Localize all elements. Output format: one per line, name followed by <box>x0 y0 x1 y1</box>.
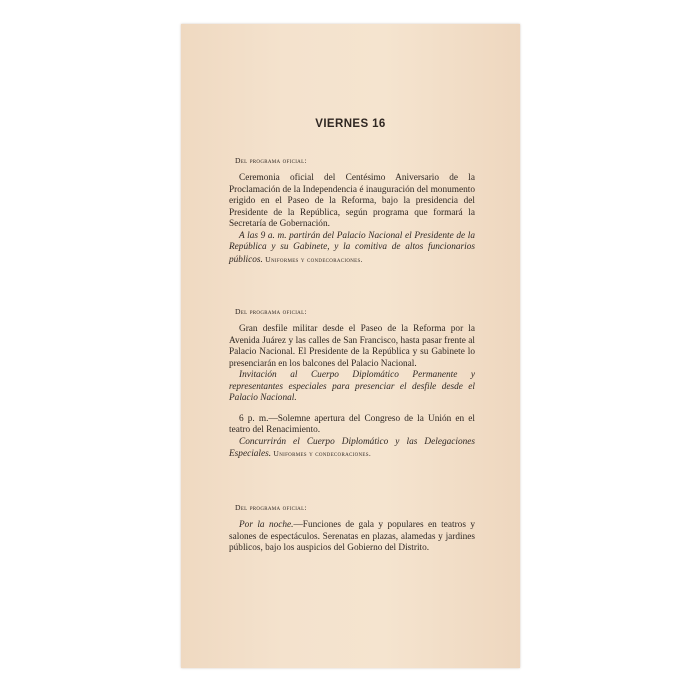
section-kicker: Del programa oficial: <box>235 156 307 165</box>
paragraph-text: Ceremonia oficial del Centésimo Aniversario de la Proclamación de la Independencia é inauguración del monumento erigido en el Paseo de la Reforma, bajo la presidencia del Presidente de la República, según programa que formará la Secretaría de Gobernación. <box>229 173 475 229</box>
section-paragraph <box>229 324 475 370</box>
section-paragraph <box>229 231 475 267</box>
paragraph-caps-text: Uniformes y condecoraciones. <box>265 254 363 264</box>
paragraph-text: —Funciones de gala y populares en teatros y salones de espectáculos. Serenatas en plazas, alamedas y jardines públicos, bajo los auspicios del Gobierno del Distrito. <box>229 520 475 553</box>
paragraph-italic-text: Por la noche. <box>239 520 294 530</box>
paragraph-text: 6 p. m.—Solemne apertura del Congreso de la Unión en el teatro del Renacimiento. <box>229 413 475 435</box>
program-page <box>181 24 520 668</box>
section-kicker: Del programa oficial: <box>235 307 307 316</box>
section-paragraph <box>229 370 475 405</box>
section-paragraph <box>229 520 475 555</box>
section-kicker: Del programa oficial: <box>235 503 307 512</box>
section-paragraph <box>229 437 475 461</box>
section-paragraph <box>229 173 475 231</box>
program-section-1 <box>229 156 475 266</box>
paragraph-italic-text: Invitación al Cuerpo Diplomático Permanente y representantes especiales para presenciar el desfile desde el Palacio Nacional. <box>229 370 475 403</box>
paragraph-italic-text: Concurrirán el Cuerpo Diplomático y las Delegaciones Especiales. <box>229 436 475 459</box>
paragraph-italic-text: A las 9 a. m. partirán del Palacio Nacional el Presidente de la República y su Gabinete, y la comitiva de altos funcionarios públicos. <box>229 230 475 265</box>
page-title: VIERNES 16 <box>315 118 386 130</box>
paragraph-caps-text: Uniformes y condecoraciones. <box>273 449 372 458</box>
section-paragraph <box>229 414 475 437</box>
program-section-3 <box>229 503 475 555</box>
program-section-2 <box>229 307 475 461</box>
paragraph-text: Gran desfile militar desde el Paseo de la Reforma por la Avenida Juárez y las calles de San Francisco, hasta pasar frente al Palacio Nacional. El Presidente de la República y su Gabinete lo presenciarán en los balcones del Palacio Nacional. <box>229 324 475 369</box>
